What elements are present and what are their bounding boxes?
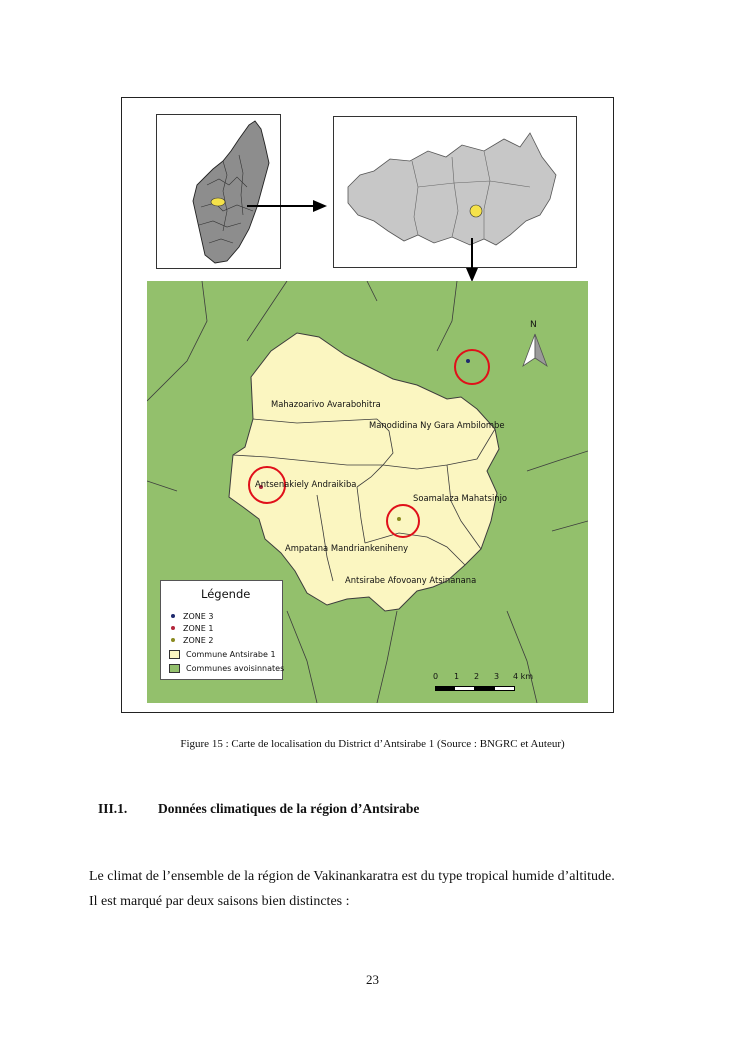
scale-segment bbox=[474, 686, 495, 691]
scale-segment bbox=[494, 686, 515, 691]
zone-3-dot-icon bbox=[171, 614, 175, 618]
paragraph-line-1: Le climat de l’ensemble de la région de Vakinankaratra est du type tropical humide d’altitude. bbox=[89, 869, 615, 884]
scale-unit: 4 km bbox=[513, 672, 534, 681]
region-inset-map bbox=[333, 116, 577, 268]
scale-tick: 0 bbox=[433, 672, 439, 681]
north-label: N bbox=[530, 320, 537, 330]
neighbours-swatch-icon bbox=[169, 664, 180, 673]
zone-1-dot-icon bbox=[171, 626, 175, 630]
arrow-down-icon bbox=[465, 238, 479, 282]
label-mahazoarivo: Mahazoarivo Avarabohitra bbox=[271, 399, 381, 409]
label-manodidina: Manodidina Ny Gara Ambilombe bbox=[369, 420, 505, 430]
section-number: III.1. bbox=[98, 801, 128, 816]
section-heading bbox=[98, 801, 419, 817]
page-number: 23 bbox=[366, 972, 379, 987]
north-arrow-icon bbox=[520, 332, 550, 370]
legend-item-zone-1: ZONE 1 bbox=[169, 623, 213, 634]
antsirabe-highlight bbox=[470, 205, 482, 217]
highlight-region bbox=[211, 198, 225, 206]
scale-tick: 1 bbox=[454, 672, 460, 681]
section-title: Données climatiques de la région d’Antsirabe bbox=[158, 801, 420, 816]
legend-item-zone-3: ZONE 3 bbox=[169, 611, 213, 622]
legend-item-commune: Commune Antsirabe 1 bbox=[169, 649, 276, 660]
figure-caption: Figure 15 : Carte de localisation du District d’Antsirabe 1 (Source : BNGRC et Auteur) bbox=[180, 738, 565, 750]
legend-title: Légende bbox=[201, 587, 251, 601]
zone-2-dot-icon bbox=[171, 638, 175, 642]
commune-swatch-icon bbox=[169, 650, 180, 659]
map-legend bbox=[160, 580, 283, 680]
label-soamalaza: Soamalaza Mahatsinjo bbox=[413, 493, 508, 503]
label-antsenakely: Antsenakiely Andraikiba bbox=[255, 479, 357, 489]
legend-item-zone-2: ZONE 2 bbox=[169, 635, 213, 646]
zone-2-dot bbox=[397, 517, 401, 521]
north-arrow bbox=[520, 320, 550, 370]
scale-tick: 3 bbox=[494, 672, 500, 681]
arrow-right-icon bbox=[247, 199, 327, 213]
zone-3-dot bbox=[466, 359, 470, 363]
paragraph-line-2: Il est marqué par deux saisons bien distinctes : bbox=[89, 894, 350, 909]
scale-segment bbox=[435, 686, 455, 691]
label-ampatana: Ampatana Mandriankeniheny bbox=[285, 543, 409, 553]
scale-bar bbox=[432, 672, 542, 696]
scale-segment bbox=[454, 686, 475, 691]
legend-item-neighbours: Communes avoisinnates bbox=[169, 663, 284, 674]
madagascar-inset-map bbox=[156, 114, 281, 269]
label-antsirabe-atsinanana: Antsirabe Afovoany Atsinanana bbox=[345, 575, 477, 585]
scale-tick: 2 bbox=[474, 672, 480, 681]
